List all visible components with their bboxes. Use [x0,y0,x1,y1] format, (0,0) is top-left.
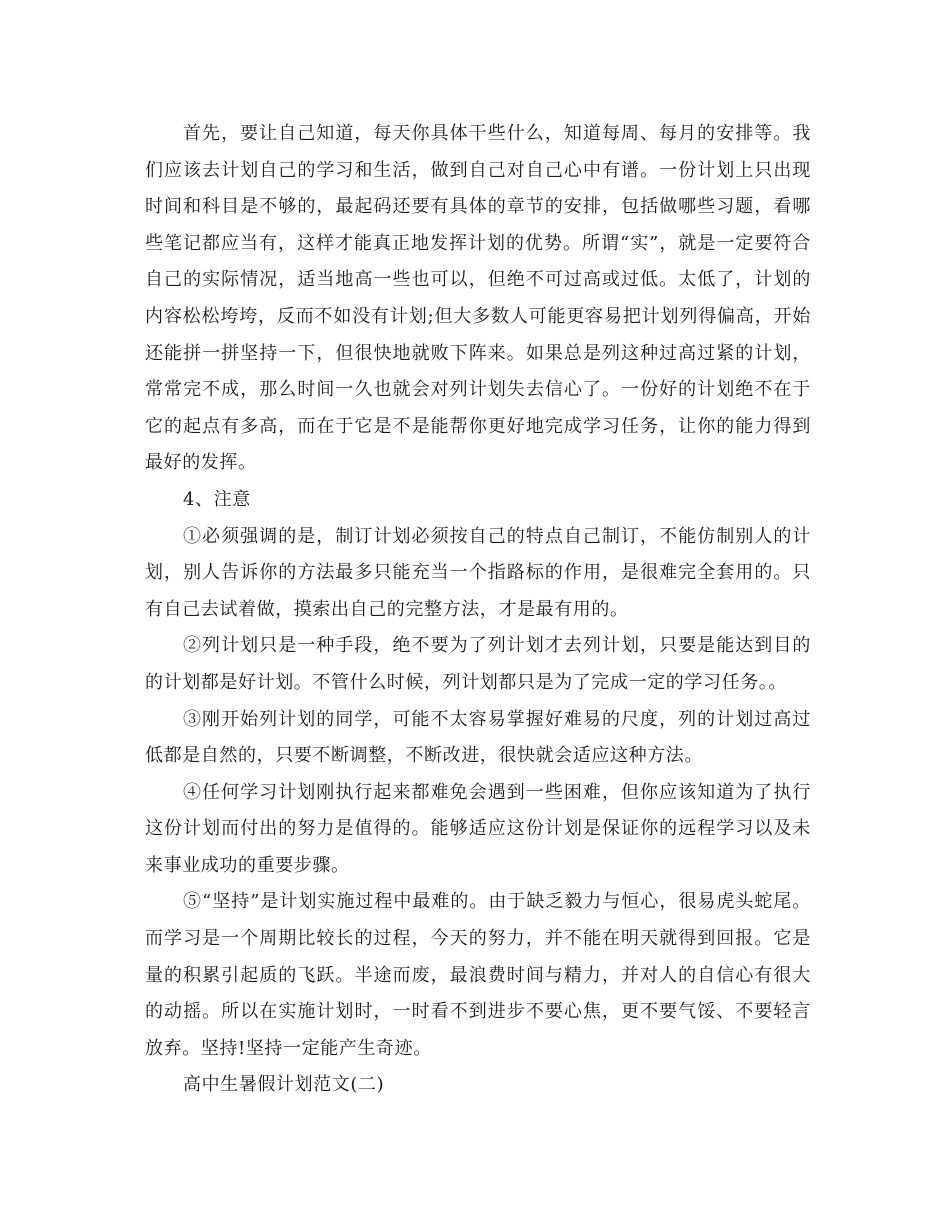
next-section-title: 高中生暑假计划范文(二) [183,1074,385,1096]
note-item-4: ④任何学习计划刚执行起来都难免会遇到一些困难，但你应该知道为了执行这份计划而付出的努力是值得的。能够适应这份计划是保证你的远程学习以及未来事业成功的重要步骤。 [145,781,811,876]
note-item-3: ③刚开始列计划的同学，可能不太容易掌握好难易的尺度，列的计划过高过低都是自然的，只要不断调整，不断改进，很快就会适应这种方法。 [145,708,811,767]
note-item-1: ①必须强调的是，制订计划必须按自己的特点自己制订，不能仿制别人的计划，别人告诉你的方法最多只能充当一个指路标的作用，是很难完全套用的。只有自己去试着做，摸索出自己的完整方法，才是最有用的。 [145,525,811,620]
document-body [145,116,811,1104]
note-item-2: ②列计划只是一种手段，绝不要为了列计划才去列计划，只要是能达到目的的计划都是好计划。不管什么时候，列计划都只是为了完成一定的学习任务。。 [145,635,811,693]
paragraph-plan-intro: 首先，要让自己知道，每天你具体干些什么，知道每周、每月的安排等。我们应该去计划自己的学习和生活，做到自己对自己心中有谱。一份计划上只出现时间和科目是不够的，最起码还要有具体的章节的安排，包括做哪些习题，看哪些笔记都应当有，这样才能真正地发挥计划的优势。所谓“实”，就是一定要符合自己的实际情况，适当地高一些也可以，但绝不可过高或过低。太低了，计划的内容松松垮垮，反而不如没有计划;但大多数人可能更容易把计划列得偏高，开始还能拼一拼坚持一下，但很快地就败下阵来。如果总是列这种过高过紧的计划，常常完不成，那么时间一久也就会对列计划失去信心了。一份好的计划绝不在于它的起点有多高，而在于它是不是能帮你更好地完成学习任务，让你的能力得到最好的发挥。 [145,123,811,474]
note-item-5: ⑤“坚持”是计划实施过程中最难的。由于缺乏毅力与恒心，很易虎头蛇尾。而学习是一个周期比较长的过程，今天的努力，并不能在明天就得到回报。它是量的积累引起质的飞跃。半途而废，最浪费时间与精力，并对人的自信心有很大的动摇。所以在实施计划时，一时看不到进步不要心焦，更不要气馁、不要轻言放弃。坚持!坚持一定能产生奇迹。 [145,891,811,1059]
section-heading-notes: 4、注意 [183,488,251,510]
